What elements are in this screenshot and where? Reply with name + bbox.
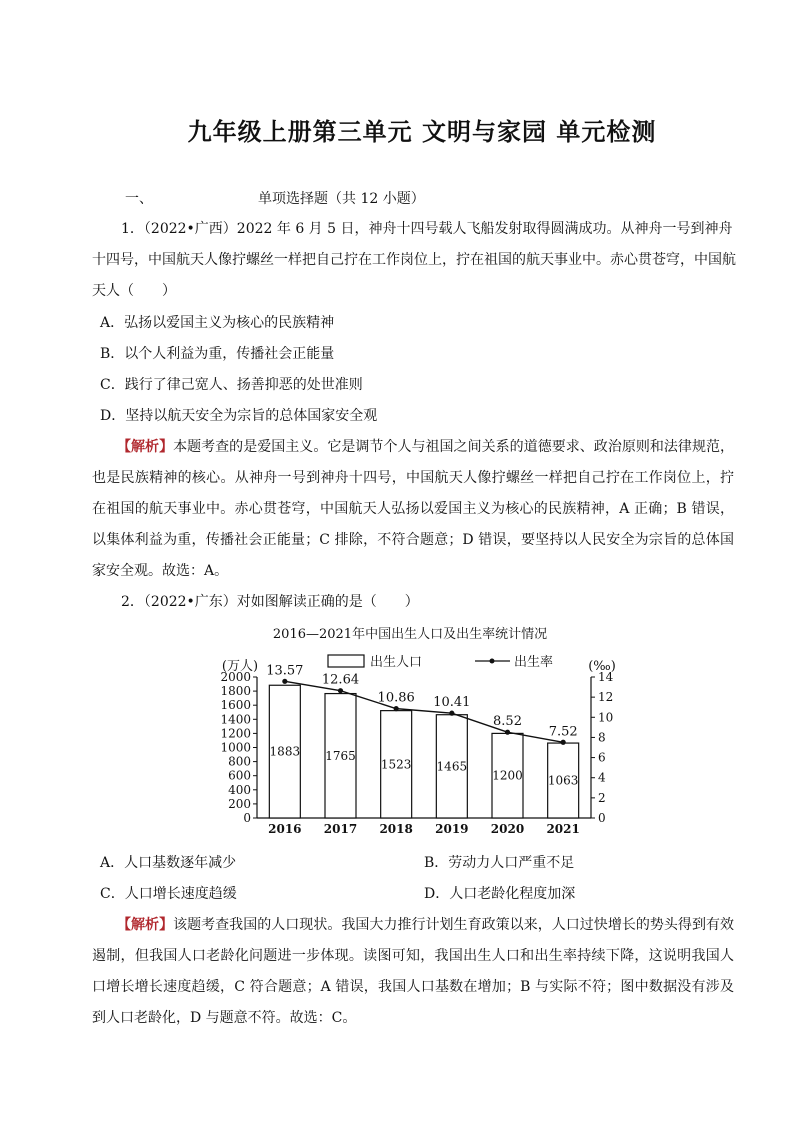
x-tick-label: 2019 [435,822,469,836]
x-tick-label: 2016 [268,822,302,836]
q2-option-a: A．人口基数逐年减少 [100,855,237,871]
y-left-tick-label: 400 [228,782,251,797]
bar-value-label: 1465 [436,759,468,774]
q2-option-b: B．劳动力人口严重不足 [424,855,575,871]
y-right-tick-label: 4 [598,770,606,785]
chart-title: 2016—2021年中国出生人口及出生率统计情况 [272,627,548,642]
q1-stem-line3: 天人（ ） [92,283,176,299]
q2-stem: 2．（2022•广东）对如图解读正确的是（ ） [121,594,419,610]
y-right-label: (‰) [588,659,616,674]
legend-bar-label: 出生人口 [370,655,423,670]
y-right-tick-label: 12 [598,690,614,705]
q1-analysis [92,432,734,587]
section-number: 一、 [125,191,153,207]
q1-option-b: B．以个人利益为重，传播社会正能量 [100,346,335,362]
legend-line-marker [490,659,495,664]
y-right-tick-label: 2 [598,790,606,805]
y-left-tick-label: 600 [228,768,251,783]
rate-value-label: 8.52 [493,714,522,730]
bar-value-label: 1200 [492,768,523,783]
legend-bar-swatch [328,655,364,667]
rate-point [449,711,454,716]
section-heading [125,189,425,209]
y-left-tick-label: 1800 [220,684,251,699]
y-left-tick-label: 1600 [220,698,251,713]
rate-point [561,740,566,745]
q2-analysis-tag: 【解析】 [117,917,174,933]
y-left-tick-label: 1400 [220,712,251,727]
bar-value-label: 1883 [269,744,301,759]
rate-value-label: 13.57 [266,663,304,679]
q1-option-a: A．弘扬以爱国主义为核心的民族精神 [100,315,335,331]
q2-option-d: D．人口老龄化程度加深 [424,886,576,902]
y-left-tick-label: 1000 [220,740,251,755]
rate-point [394,706,399,711]
x-tick-label: 2017 [323,822,358,836]
rate-value-label: 12.64 [321,672,360,688]
x-tick-label: 2020 [490,822,525,836]
rate-value-label: 10.86 [377,690,415,706]
q2-analysis [92,910,734,1034]
x-tick-label: 2018 [379,822,413,836]
y-left-tick-label: 1200 [220,726,251,741]
x-tick-label: 2021 [546,822,580,836]
rate-value-label: 10.41 [433,695,471,711]
page-title: 九年级上册第三单元 文明与家园 单元检测 [187,118,657,146]
y-left-label: (万人) [221,659,259,674]
q1-stem-line2: 十四号，中国航天人像拧螺丝一样把自己拧在工作岗位上，拧在祖国的航天事业中。赤心贯苍穹，中国航 [92,252,736,268]
q1-analysis-text: 本题考查的是爱国主义。它是调节个人与祖国之间关系的道德要求、政治原则和法律规范，也是民族精神的核心。从神舟一号到神舟十四号，中国航天人像拧螺丝一样把自己拧在工作岗位上，拧在祖国的航天事业中。赤心贯苍穹，中国航天人弘扬以爱国主义为核心的民族精神，A 正确；B 错误，以集体利益为重，传播社会正能量；C 排除，不符合题意；D 错误，要坚持以人民安全为宗旨的总体国家安全观。故选：A。 [92,439,734,579]
y-left-tick-label: 200 [228,796,251,811]
q1-analysis-tag: 【解析】 [117,439,174,455]
y-left-tick-label: 2000 [220,670,251,684]
q2-option-c: C．人口增长速度趋缓 [100,886,237,902]
bar-value-label: 1063 [547,773,579,788]
rate-point [338,688,343,693]
y-right-tick-label: 8 [598,730,606,745]
birth-chart-svg [210,618,630,838]
q1-option-c: C．践行了律己宽人、扬善抑恶的处世准则 [100,377,363,393]
y-left-tick-label: 0 [243,811,251,825]
q2-analysis-text: 该题考查我国的人口现状。我国大力推行计划生育政策以来，人口过快增长的势头得到有效遏制，但我国人口老龄化问题进一步体现。读图可知，我国出生人口和出生率持续下降，这说明我国人口增长增长速度趋缓，C 符合题意；A 错误，我国人口基数在增加；B 与实际不符；图中数据没有涉及到人口老龄化，D 与题意不符。故选：C。 [92,917,734,1026]
section-label: 单项选择题（共 12 小题） [258,191,425,207]
rate-value-label: 7.52 [548,724,578,740]
legend-line-label: 出生率 [514,655,554,670]
bar-value-label: 1765 [325,748,356,763]
birth-chart [210,618,630,842]
y-right-tick-label: 14 [598,670,614,684]
q1-stem-line1: 1．（2022•广西）2022 年 6 月 5 日，神舟十四号载人飞船发射取得圆满成功。从神舟一号到神舟 [121,221,733,237]
rate-point [505,730,510,735]
q1-option-d: D．坚持以航天安全为宗旨的总体国家安全观 [100,408,378,424]
y-right-tick-label: 0 [598,811,606,825]
bar-value-label: 1523 [380,757,412,772]
y-right-tick-label: 6 [598,750,606,765]
y-right-tick-label: 10 [598,710,614,725]
rate-point [282,679,287,684]
y-left-tick-label: 800 [228,754,251,769]
